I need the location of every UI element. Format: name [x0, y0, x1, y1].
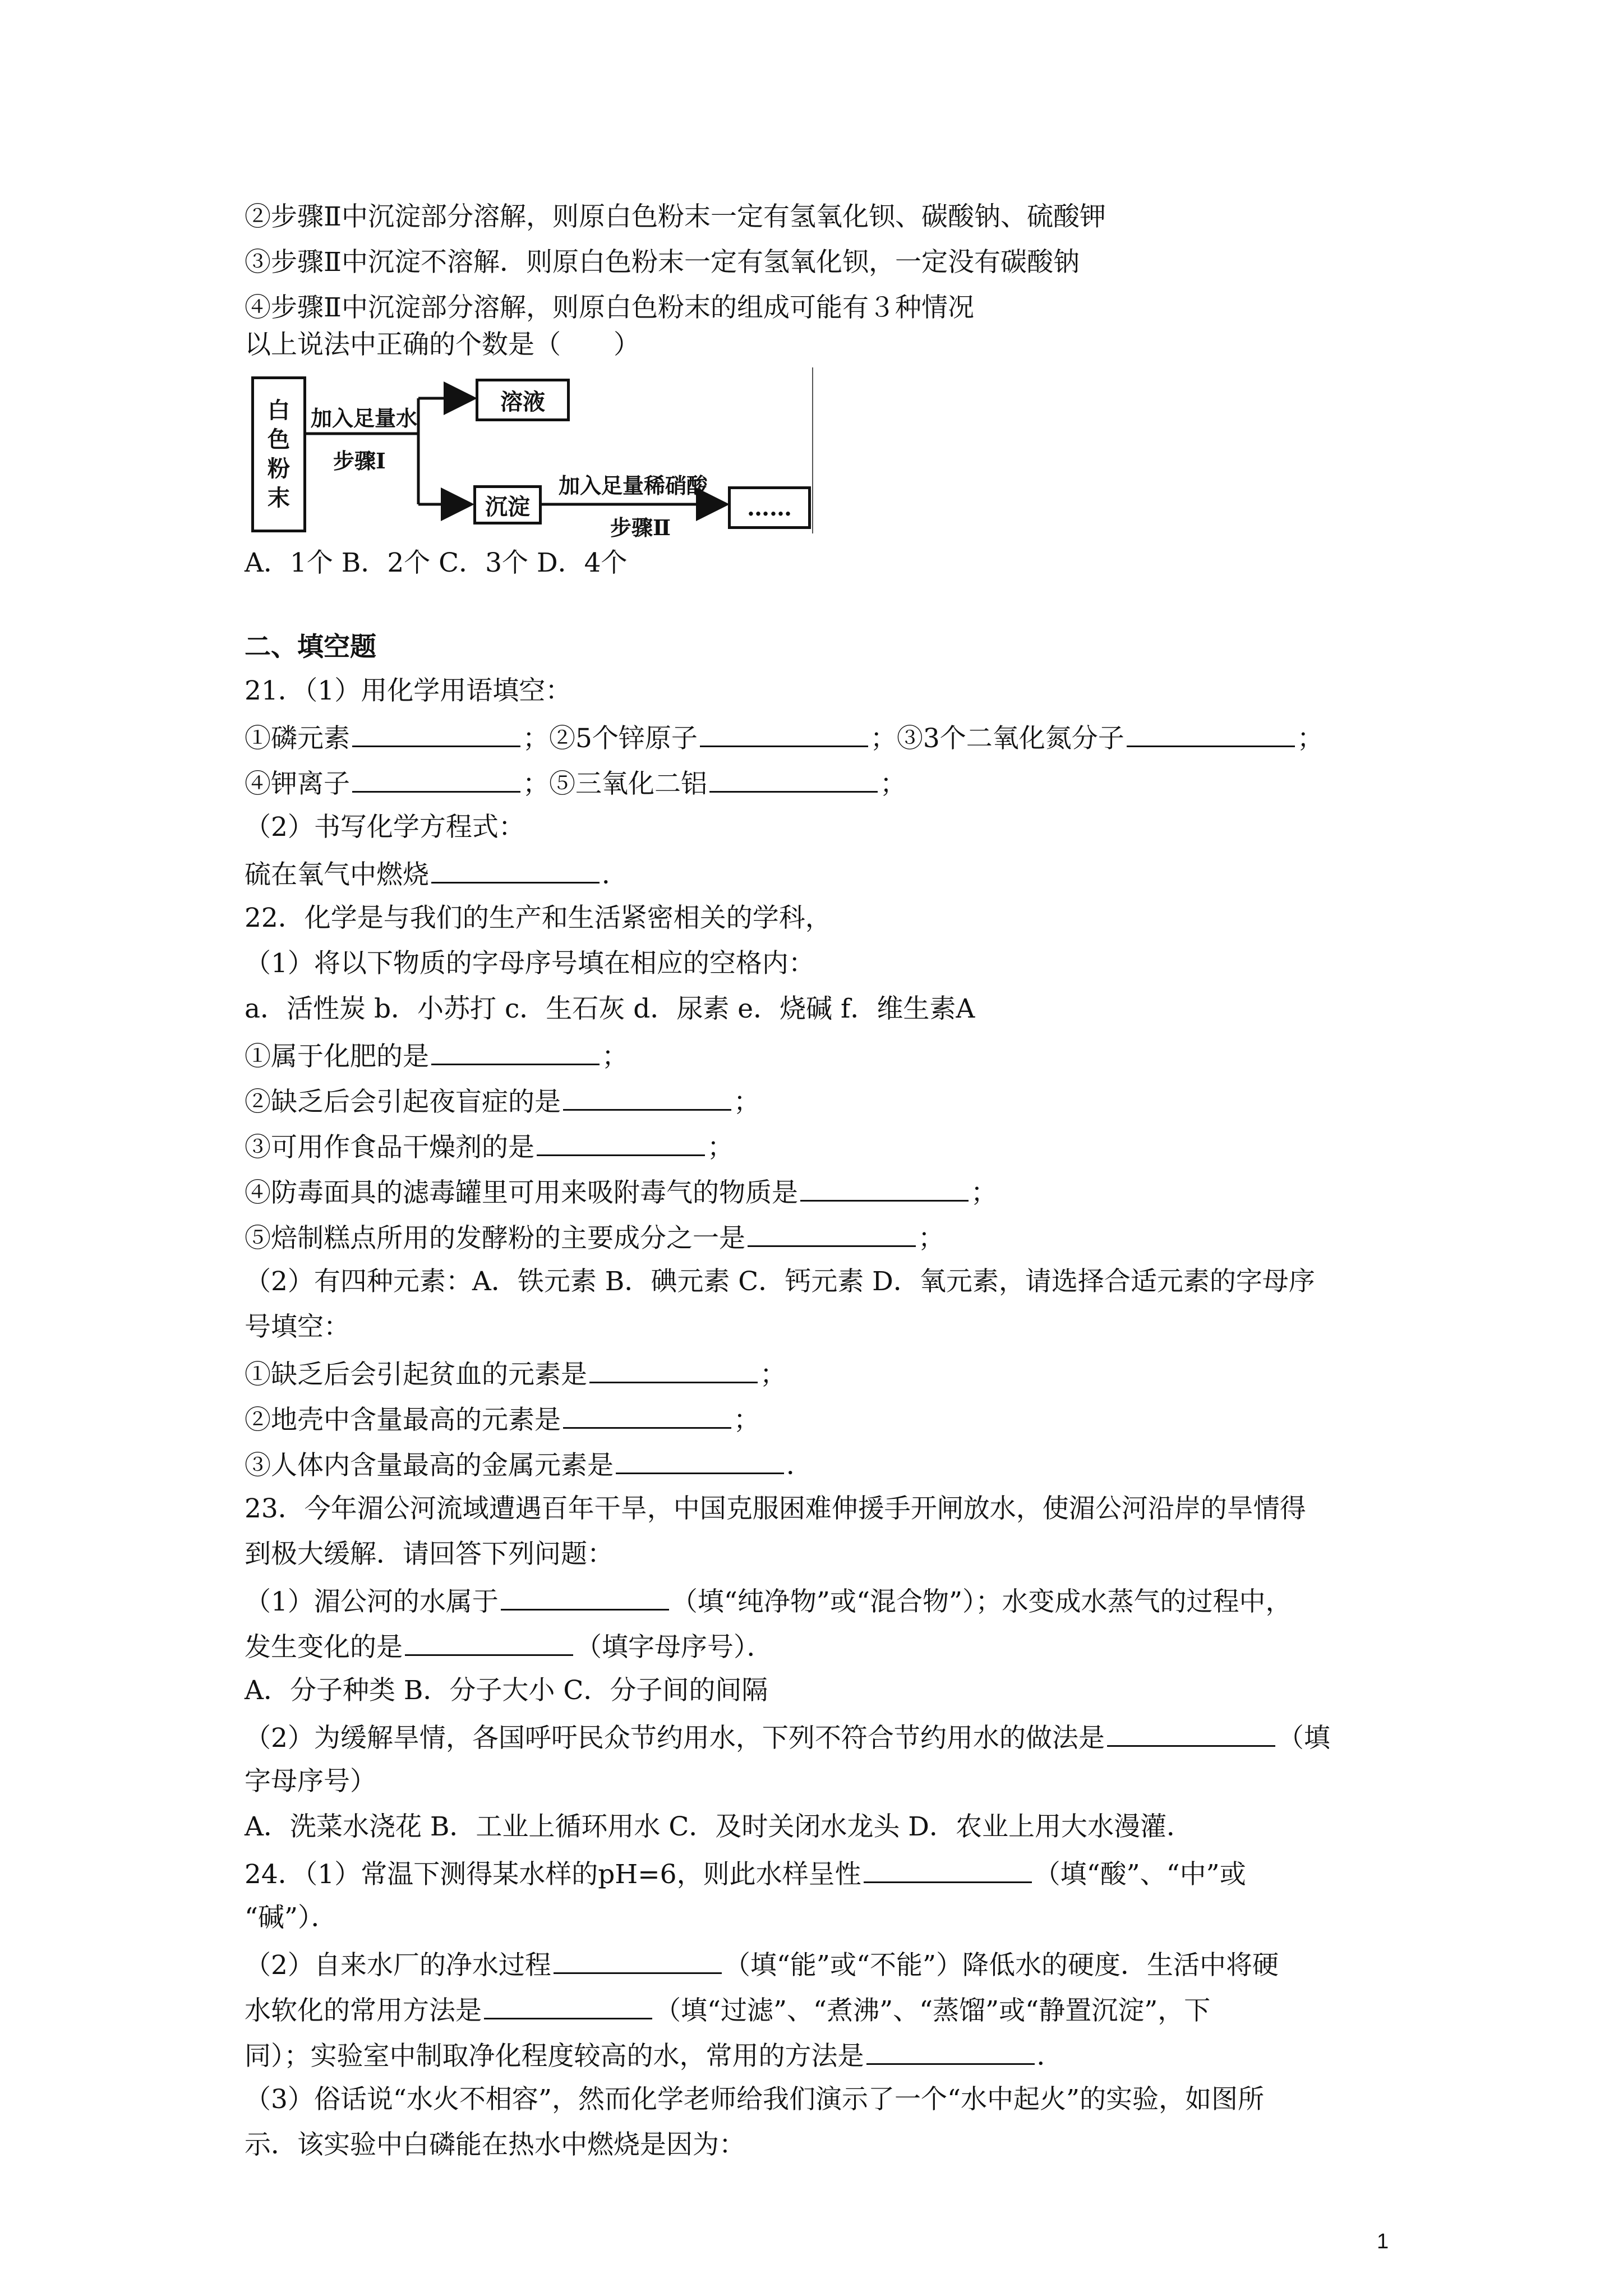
answer-options: A．1个 B．2个 C．3个 D．4个	[245, 547, 628, 578]
q22-elem3	[245, 1446, 813, 1481]
q23-part2-a	[245, 1718, 1330, 1754]
precipitate-box: 沉淀	[473, 485, 542, 524]
item-text: ．	[1036, 2041, 1063, 2072]
q22-elem2	[245, 1400, 760, 1436]
item-text: （填“酸”、“中”或	[1034, 1859, 1246, 1890]
answer-blank[interactable]	[405, 1627, 573, 1656]
solution-box: 溶液	[476, 379, 570, 421]
q21-row2	[245, 764, 906, 800]
punct: ；	[602, 1041, 628, 1072]
q22-item2	[245, 1082, 760, 1118]
statement-2: ②步骤Ⅱ中沉淀部分溶解，则原白色粉末一定有氢氧化钡、碳酸钠、硫酸钾	[245, 201, 1106, 232]
q24-part1-a	[245, 1855, 1246, 1890]
item-text: ②地壳中含量最高的元素是	[245, 1405, 561, 1435]
q23-part1-b	[245, 1627, 773, 1663]
section-title: 二、填空题	[245, 632, 376, 662]
q23-part2-options: A．洗菜水浇花 B．工业上循环用水 C．及时关闭水龙头 D．农业上用大水漫灌．	[245, 1811, 1193, 1842]
punct: ；	[1297, 723, 1324, 754]
punct: ；	[734, 1087, 760, 1117]
step1-label: 加入足量水	[311, 406, 418, 431]
q21-row1	[245, 719, 1324, 754]
start-char-4: 末	[268, 485, 290, 511]
q23-part1-options: A．分子种类 B．分子大小 C．分子间的间隔	[245, 1675, 768, 1706]
item-text: （填“纯净物”或“混合物”）；水变成水蒸气的过程中，	[671, 1586, 1292, 1617]
punct: ．	[602, 859, 628, 890]
q21-intro: 21．（1）用化学用语填空：	[245, 675, 572, 706]
q22-options: a．活性炭 b．小苏打 c．生石灰 d．尿素 e．烧碱 f．维生素A	[245, 993, 975, 1024]
answer-blank[interactable]	[864, 1855, 1032, 1883]
punct: ；	[880, 769, 906, 799]
q21-potassium-ion: ④钾离子	[245, 769, 350, 799]
q24-part2-b	[245, 1991, 1210, 2027]
item-text: （1）湄公河的水属于	[245, 1586, 499, 1617]
step1-name: 步骤Ⅰ	[333, 448, 386, 473]
item-text: ③人体内含量最高的金属元素是	[245, 1450, 614, 1481]
statement-3: ③步骤Ⅱ中沉淀不溶解．则原白色粉末一定有氢氧化钡，一定没有碳酸钠	[245, 247, 1080, 278]
answer-blank[interactable]	[1107, 1718, 1275, 1747]
q24-part1-b: “碱”）．	[245, 1902, 338, 1933]
answer-blank[interactable]	[563, 1400, 731, 1429]
answer-blank[interactable]	[800, 1173, 969, 1202]
start-char-2: 色	[268, 426, 290, 453]
q22-part2-b: 号填空：	[245, 1312, 350, 1342]
item-text: ①缺乏后会引起贫血的元素是	[245, 1359, 587, 1390]
step2-label: 加入足量稀硝酸	[559, 473, 708, 498]
start-box-white-powder	[251, 376, 306, 532]
item-text: ①属于化肥的是	[245, 1041, 429, 1072]
item-text: （2）自来水厂的净水过程	[245, 1950, 551, 1981]
item-text: （2）为缓解旱情，各国呼吁民众节约用水，下列不符合节约用水的做法是	[245, 1723, 1105, 1754]
q24-part2-c	[245, 2036, 1063, 2072]
q22-item3	[245, 1128, 734, 1163]
answer-blank[interactable]	[352, 719, 520, 747]
q21-phosphorus: ①磷元素	[245, 723, 350, 754]
start-char-3: 粉	[268, 455, 290, 482]
item-text: （填“能”或“不能”）降低水的硬度．生活中将硬	[723, 1950, 1279, 1981]
q21-al2o3: ；⑤三氧化二铝	[523, 769, 707, 799]
flowchart-diagram	[245, 367, 814, 540]
answer-blank[interactable]	[589, 1355, 758, 1383]
q21-equation	[245, 855, 628, 891]
punct: ；	[971, 1177, 997, 1208]
item-text: 发生变化的是	[245, 1632, 403, 1663]
q23-part1-a	[245, 1582, 1292, 1618]
q22-item5	[245, 1218, 944, 1254]
answer-blank[interactable]	[501, 1582, 669, 1611]
item-text: ⑤焙制糕点所用的发酵粉的主要成分之一是	[245, 1223, 745, 1254]
q22-part2-a: （2）有四种元素：A．铁元素 B．碘元素 C．钙元素 D．氧元素，请选择合适元素的字母序	[245, 1266, 1315, 1297]
punct: ；	[918, 1223, 944, 1254]
result-box: ……	[728, 486, 811, 529]
q22-item4	[245, 1173, 997, 1209]
q21-sulfur-combustion: 硫在氧气中燃烧	[245, 859, 429, 890]
item-text: ③可用作食品干燥剂的是	[245, 1132, 534, 1163]
item-text: （填“过滤”、“煮沸”、“蒸馏”或“静置沉淀”，下	[654, 1995, 1211, 2026]
q22-part1: （1）将以下物质的字母序号填在相应的空格内：	[245, 948, 815, 979]
punct: ；	[760, 1359, 786, 1390]
q22-item1	[245, 1037, 628, 1073]
q24-part3-b: 示．该实验中白磷能在热水中燃烧是因为：	[245, 2129, 745, 2160]
item-text: 水软化的常用方法是	[245, 1995, 482, 2026]
answer-blank[interactable]	[866, 2036, 1035, 2065]
answer-blank[interactable]	[709, 764, 878, 793]
answer-blank[interactable]	[537, 1128, 705, 1156]
question-prompt: 以上说法中正确的个数是（ ）	[245, 329, 640, 360]
answer-blank[interactable]	[484, 1991, 652, 2019]
q23-intro-a: 23．今年湄公河流域遭遇百年干旱，中国克服困难伸援手开闸放水，使湄公河沿岸的旱情得	[245, 1493, 1306, 1524]
item-text: ②缺乏后会引起夜盲症的是	[245, 1087, 561, 1117]
answer-blank[interactable]	[431, 855, 600, 884]
q22-intro: 22．化学是与我们的生产和生活紧密相关的学科，	[245, 903, 832, 933]
item-text: ④防毒面具的滤毒罐里可用来吸附毒气的物质是	[245, 1177, 798, 1208]
item-text: 同）；实验室中制取净化程度较高的水，常用的方法是	[245, 2041, 864, 2072]
answer-blank[interactable]	[431, 1037, 600, 1065]
item-text: （填字母序号）．	[575, 1632, 773, 1663]
q24-part2-a	[245, 1945, 1279, 1981]
item-text: 24．（1）常温下测得某水样的pH=6，则此水样呈性	[245, 1859, 861, 1890]
q21-part2: （2）书写化学方程式：	[245, 812, 525, 843]
q24-part3-a: （3）俗话说“水火不相容”，然而化学老师给我们演示了一个“水中起火”的实验，如图所	[245, 2084, 1265, 2115]
answer-blank[interactable]	[700, 719, 868, 747]
punct: ；	[707, 1132, 734, 1163]
item-text: （填	[1277, 1723, 1330, 1754]
q23-part2-b: 字母序号）	[245, 1766, 376, 1797]
page-number: 1	[1377, 2230, 1389, 2253]
answer-blank[interactable]	[616, 1446, 784, 1474]
answer-blank[interactable]	[1127, 719, 1295, 747]
answer-blank[interactable]	[563, 1082, 731, 1111]
punct: ．	[786, 1450, 813, 1481]
q22-elem1	[245, 1355, 786, 1391]
answer-blank[interactable]	[748, 1218, 916, 1247]
answer-blank[interactable]	[554, 1945, 722, 1974]
statement-4: ④步骤Ⅱ中沉淀部分溶解，则原白色粉末的组成可能有３种情况	[245, 292, 974, 323]
q23-intro-b: 到极大缓解．请回答下列问题：	[245, 1539, 614, 1570]
q21-no2: ；③3个二氧化氮分子	[870, 723, 1124, 754]
start-char-1: 白	[268, 397, 290, 424]
q21-zinc: ；②5个锌原子	[523, 723, 698, 754]
punct: ；	[734, 1405, 760, 1435]
answer-blank[interactable]	[352, 764, 520, 793]
step2-name: 步骤Ⅱ	[610, 515, 671, 540]
